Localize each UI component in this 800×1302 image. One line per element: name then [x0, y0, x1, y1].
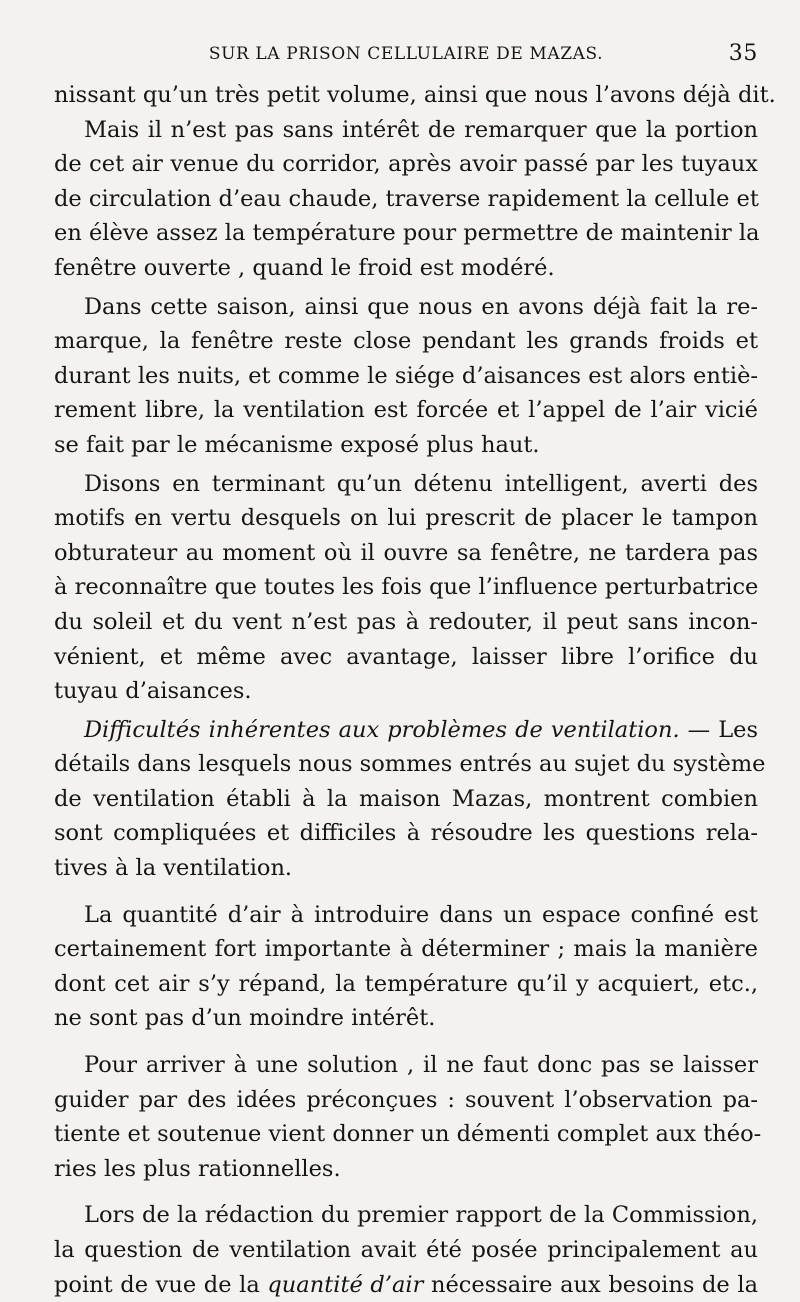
text-line: Mais il n’est pas sans intérêt de remarquer que la portion	[84, 116, 758, 143]
text-line: rement libre, la ventilation est forcée et l’appel de l’air vicié	[54, 397, 758, 424]
text-line: obturateur au moment où il ouvre sa fenêtre, ne tardera pas	[54, 539, 758, 566]
text-line: ne sont pas d’un moindre intérêt.	[54, 1005, 436, 1032]
text-line: détails dans lesquels nous sommes entrés au sujet du système	[54, 751, 766, 778]
text-line: Disons en terminant qu’un détenu intelligent, averti des	[84, 470, 758, 497]
text-line: la question de ventilation avait été posée principalement au	[54, 1237, 758, 1263]
text-line: certainement fort importante à déterminer ; mais la manière	[54, 936, 758, 963]
text-line: se fait par le mécanisme exposé plus haut.	[54, 431, 540, 458]
text-line: marque, la fenêtre reste close pendant les grands froids et	[54, 328, 758, 355]
text-line: tuyau d’aisances.	[54, 678, 252, 705]
text-line: Pour arriver à une solution , il ne faut donc pas se laisser	[84, 1052, 758, 1079]
paragraph	[54, 713, 766, 886]
page-number: 35	[728, 41, 758, 66]
paragraph	[54, 1198, 758, 1302]
paragraph	[54, 898, 758, 1036]
text-line: durant les nuits, et comme le siége d’aisances est alors entiè-	[54, 362, 758, 389]
text-line: motifs en vertu desquels on lui prescrit de placer le tampon	[54, 505, 758, 532]
text-line: vénient, et même avec avantage, laisser libre l’orifice du	[54, 643, 758, 670]
text-line	[54, 1268, 758, 1302]
running-header	[54, 36, 758, 72]
text-line: guider par des idées préconçues : souvent l’observation pa-	[54, 1086, 758, 1113]
page-body	[54, 78, 776, 1302]
paragraph	[54, 113, 758, 286]
text-line: ries les plus rationnelles.	[54, 1155, 341, 1182]
text-line: Lors de la rédaction du premier rapport de la Commission,	[84, 1202, 758, 1229]
text-line: fenêtre ouverte , quand le froid est modéré.	[54, 254, 555, 281]
text-line	[54, 713, 758, 748]
heading-continuation: — Les	[679, 716, 758, 743]
line-segment: nécessaire aux besoins de la	[423, 1271, 758, 1298]
paragraph	[54, 467, 758, 709]
text-line: en élève assez la température pour permettre de maintenir la	[54, 220, 760, 247]
text-line: nissant qu’un très petit volume, ainsi que nous l’avons déjà dit.	[54, 82, 776, 108]
text-line: sont compliquées et difficiles à résoudre les questions rela-	[54, 820, 758, 847]
header-title: SUR LA PRISON CELLULAIRE DE MAZAS.	[208, 44, 604, 64]
section-heading: Difficultés inhérentes aux problèmes de ventilation.	[84, 716, 680, 743]
text-line: de circulation d’eau chaude, traverse rapidement la cellule et	[54, 185, 759, 212]
line-segment: point de vue de la	[54, 1271, 268, 1298]
paragraph	[54, 78, 776, 113]
emphasis-term: quantité d’air	[267, 1271, 424, 1298]
text-line: du soleil et du vent n’est pas à redouter, il peut sans incon-	[54, 608, 758, 635]
paragraph	[54, 290, 758, 463]
text-line: tiente et soutenue vient donner un démenti complet aux théo-	[54, 1121, 762, 1148]
paragraph	[54, 1048, 762, 1186]
text-line: à reconnaître que toutes les fois que l’influence perturbatrice	[54, 574, 759, 601]
text-line: Dans cette saison, ainsi que nous en avons déjà fait la re-	[84, 293, 758, 320]
text-line: dont cet air s’y répand, la température qu’il y acquiert, etc.,	[54, 970, 758, 997]
text-line: de ventilation établi à la maison Mazas, montrent combien	[54, 785, 758, 812]
text-line: de cet air venue du corridor, après avoir passé par les tuyaux	[54, 151, 758, 178]
text-line: La quantité d’air à introduire dans un espace confiné est	[84, 901, 758, 928]
text-line: tives à la ventilation.	[54, 855, 293, 882]
